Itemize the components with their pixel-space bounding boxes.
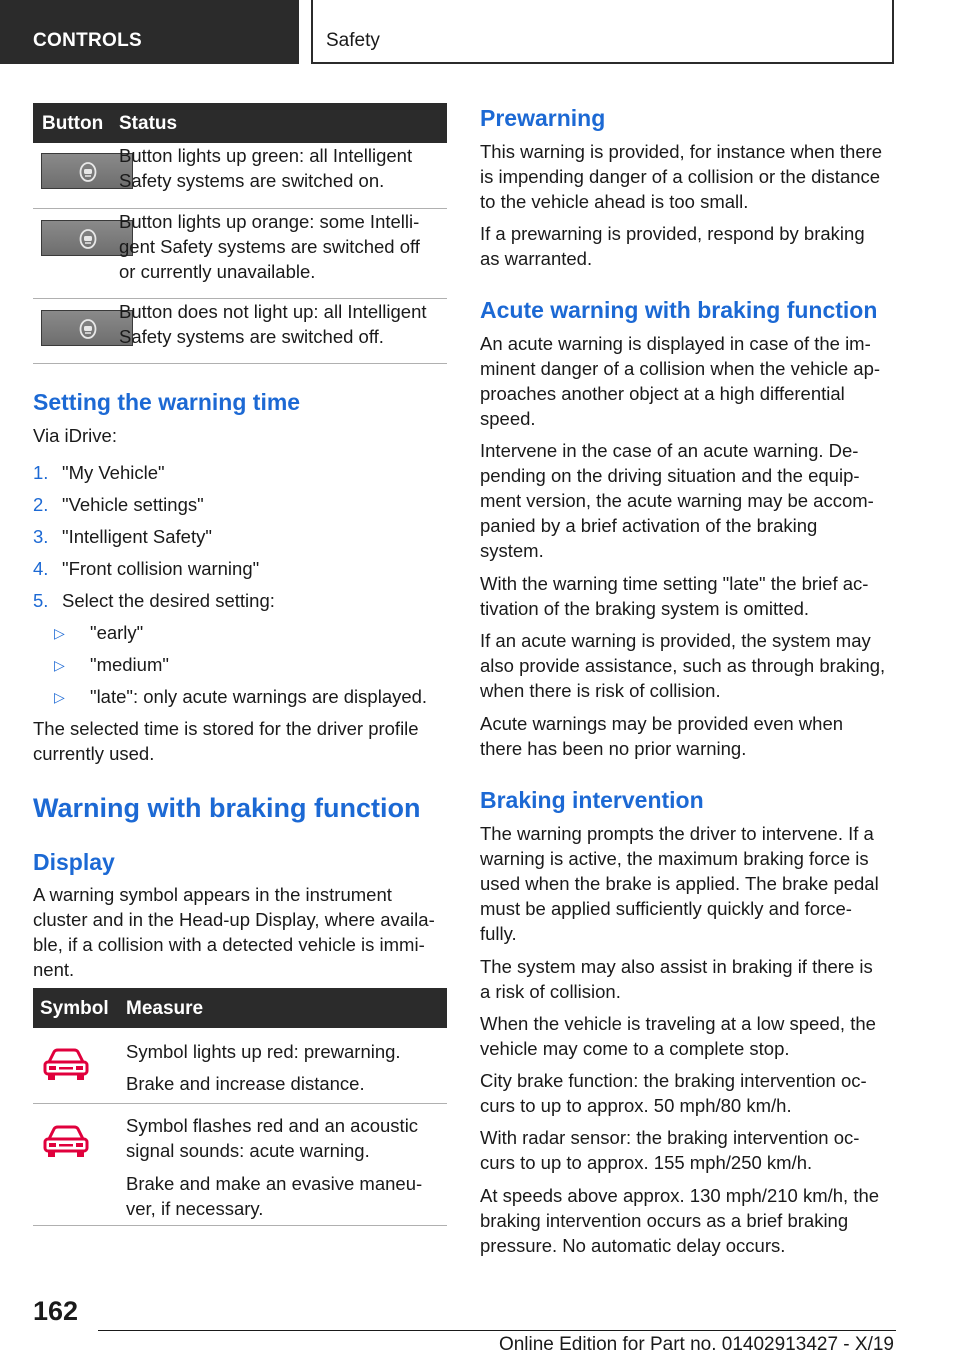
braking-section-heading: Warning with braking function — [33, 793, 421, 823]
list-item: 1. "My Vehicle" — [33, 462, 165, 483]
intervention-text-6: At speeds above approx. 130 mph/210 km/h, the braking intervention occurs as a brief braking pressure. No automatic delay occurs. — [480, 1185, 880, 1256]
list-item: ▷ "early" — [54, 622, 144, 643]
list-item: ▷ "medium" — [54, 654, 169, 675]
acute-text-2: Intervene in the case of an acute warning. De- pending on the driving situation and the equip- ment version, the acute warning may be accom- panied by a brief activation of the braking system. — [480, 440, 874, 561]
via-idrive-text: Via iDrive: — [33, 425, 117, 446]
prewarning-text-2: If a prewarning is provided, respond by braking as warranted. — [480, 223, 865, 269]
prewarning-heading: Prewarning — [480, 105, 606, 131]
intervention-text-5: With radar sensor: the braking intervention oc- curs to up to approx. 155 mph/250 km/h. — [480, 1127, 860, 1173]
measure-text: Symbol lights up red: prewarning. — [126, 1041, 401, 1062]
col-header-measure: Measure — [126, 998, 204, 1019]
table-row — [33, 299, 447, 364]
acute-text-5: Acute warnings may be provided even when there has been no prior warning. — [480, 713, 844, 759]
display-heading: Display — [33, 849, 115, 875]
section-title: CONTROLS — [33, 30, 143, 51]
list-item: 5. Select the desired setting: — [33, 590, 275, 611]
car-warning-icon — [41, 1046, 91, 1084]
intervention-text-4: City brake function: the braking intervention oc- curs to up to approx. 50 mph/80 km/h. — [480, 1070, 867, 1116]
col-header-status: Status — [119, 113, 178, 134]
table-header — [33, 103, 447, 143]
measure-text: Brake and make an evasive maneu- ver, if necessary. — [126, 1173, 423, 1219]
intervention-text-2: The system may also assist in braking if there is a risk of collision. — [480, 956, 873, 1002]
intervention-text-3: When the vehicle is traveling at a low speed, the vehicle may come to a complete stop. — [480, 1013, 876, 1059]
table-header — [33, 988, 447, 1028]
table-row — [33, 143, 447, 209]
display-text: A warning symbol appears in the instrument cluster and in the Head-up Display, where availa- ble, if a collision with a detected vehicle is immi- nent. — [33, 884, 435, 980]
stored-time-text: The selected time is stored for the driver profile currently used. — [33, 718, 419, 764]
car-warning-icon — [41, 1123, 91, 1161]
prewarning-text-1: This warning is provided, for instance when there is impending danger of a collision or the distance to the vehicle ahead is too small. — [480, 141, 883, 212]
symbol-measure-table — [33, 988, 447, 1226]
warning-time-heading: Setting the warning time — [33, 389, 301, 415]
chapter-tab — [311, 0, 894, 64]
acute-text-1: An acute warning is displayed in case of the im- minent danger of a collision when the vehicle ap- proaches another object at a high differential speed. — [480, 333, 881, 429]
status-text: Button lights up green: all Intelligent Safety systems are switched on. — [119, 145, 413, 191]
footer-divider — [98, 1330, 896, 1331]
status-text: Button lights up orange: some Intelli- gent Safety systems are switched off or currently unavailable. — [119, 211, 420, 282]
col-header-button: Button — [42, 113, 104, 134]
settings-steps — [33, 457, 447, 713]
col-header-symbol: Symbol — [40, 998, 109, 1019]
list-item: 4. "Front collision warning" — [33, 558, 260, 579]
status-text: Button does not light up: all Intelligent Safety systems are switched off. — [119, 301, 427, 347]
acute-text-4: If an acute warning is provided, the system may also provide assistance, such as through braking, when there is risk of collision. — [480, 630, 886, 701]
section-tab — [0, 0, 299, 64]
edition-text: Online Edition for Part no. 01402913427 - X/19 — [498, 1334, 894, 1355]
list-item: 2. "Vehicle settings" — [33, 494, 204, 515]
table-row — [33, 1104, 447, 1226]
table-row — [33, 1028, 447, 1104]
braking-intervention-heading: Braking intervention — [480, 787, 704, 813]
list-item: 3. "Intelligent Safety" — [33, 526, 212, 547]
page-number: 162 — [33, 1296, 79, 1326]
measure-text: Symbol flashes red and an acoustic signal sounds: acute warning. — [126, 1115, 419, 1161]
acute-warning-heading: Acute warning with braking function — [480, 297, 878, 323]
intervention-text-1: The warning prompts the driver to intervene. If a warning is active, the maximum braking force is used when the brake is applied. The brake pedal must be applied sufficiently quickly and force- fully. — [480, 823, 879, 944]
measure-text: Brake and increase distance. — [126, 1073, 365, 1094]
button-status-table — [33, 103, 447, 364]
chapter-title: Safety — [326, 30, 380, 51]
table-row — [33, 209, 447, 299]
list-item: ▷ "late": only acute warnings are displayed. — [54, 686, 428, 707]
acute-text-3: With the warning time setting "late" the brief ac- tivation of the braking system is omitted. — [480, 573, 869, 619]
